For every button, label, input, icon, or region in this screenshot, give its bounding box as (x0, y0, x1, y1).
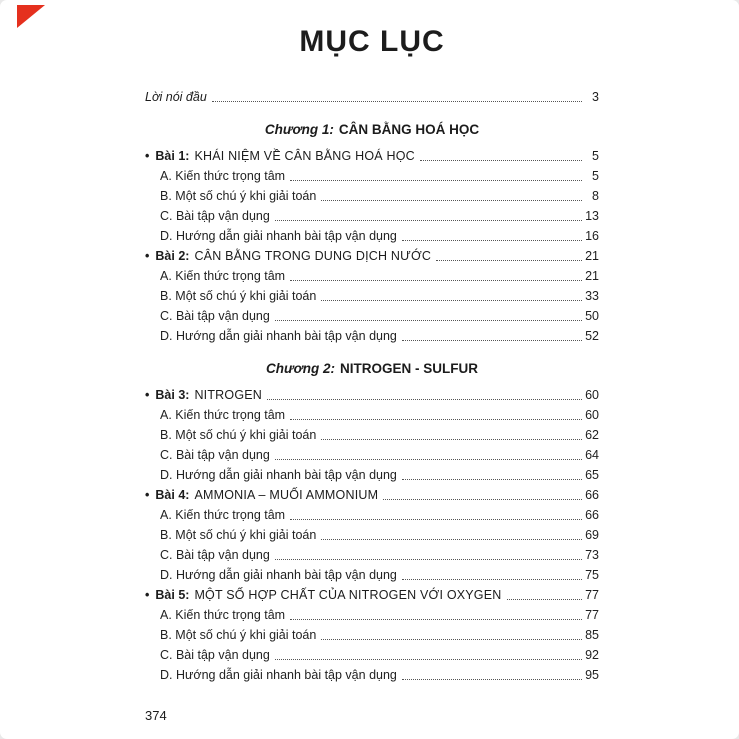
page-ref: 60 (585, 408, 599, 422)
subitem-row (145, 447, 599, 463)
page-ref: 62 (585, 428, 599, 442)
dot-leader (402, 340, 582, 341)
subitem-row (145, 268, 599, 284)
dot-leader (436, 260, 582, 261)
subitem-label: D. Hướng dẫn giải nhanh bài tập vận dụng (160, 568, 397, 582)
preface-label: Lời nói đầu (145, 90, 207, 104)
subitem-row (145, 407, 599, 423)
subitem-label: B. Một số chú ý khi giải toán (160, 289, 317, 303)
page-ref: 5 (592, 149, 599, 163)
subitem-row (145, 228, 599, 244)
footer-page-number: 374 (145, 708, 167, 723)
dot-leader (321, 300, 582, 301)
page-ref: 64 (585, 448, 599, 462)
subitem-row (145, 288, 599, 304)
subitem-label: A. Kiến thức trọng tâm (160, 169, 286, 183)
lesson-row (145, 587, 599, 603)
page-ref: 77 (585, 588, 599, 602)
subitem-row (145, 168, 599, 184)
page-ref: 73 (585, 548, 599, 562)
subitem-row (145, 467, 599, 483)
subitem-label: D. Hướng dẫn giải nhanh bài tập vận dụng (160, 329, 397, 343)
dot-leader (267, 399, 582, 400)
page-ref: 92 (585, 648, 599, 662)
preface-row (145, 89, 599, 105)
page-ref: 50 (585, 309, 599, 323)
subitem-label: B. Một số chú ý khi giải toán (160, 189, 317, 203)
bullet-icon: • (145, 588, 150, 602)
subitem-row (145, 567, 599, 583)
dot-leader (275, 220, 582, 221)
dot-leader (212, 101, 582, 102)
subitem-label: B. Một số chú ý khi giải toán (160, 528, 317, 542)
chapter-heading (145, 360, 599, 377)
dot-leader (402, 579, 582, 580)
bullet-icon: • (145, 388, 150, 402)
dot-leader (321, 639, 582, 640)
dot-leader (420, 160, 582, 161)
dot-leader (290, 180, 582, 181)
subitem-label: B. Một số chú ý khi giải toán (160, 428, 317, 442)
dot-leader (402, 479, 582, 480)
subitem-label: D. Hướng dẫn giải nhanh bài tập vận dụng (160, 668, 397, 682)
lesson-number-label: Bài 3: (155, 388, 190, 402)
subitem-label: A. Kiến thức trọng tâm (160, 508, 286, 522)
page-ref: 8 (592, 189, 599, 203)
subitem-label: A. Kiến thức trọng tâm (160, 408, 286, 422)
page-ref: 52 (585, 329, 599, 343)
dot-leader (290, 419, 582, 420)
subitem-row (145, 328, 599, 344)
page-ref: 3 (592, 90, 599, 104)
subitem-label: C. Bài tập vận dụng (160, 548, 270, 562)
dot-leader (383, 499, 582, 500)
subitem-label: D. Hướng dẫn giải nhanh bài tập vận dụng (160, 229, 397, 243)
dot-leader (290, 519, 582, 520)
dot-leader (402, 679, 582, 680)
page-ref: 66 (585, 508, 599, 522)
lesson-title: CÂN BẰNG TRONG DUNG DỊCH NƯỚC (194, 249, 432, 263)
lesson-row (145, 248, 599, 264)
subitem-label: B. Một số chú ý khi giải toán (160, 628, 317, 642)
subitem-row (145, 507, 599, 523)
lesson-row (145, 148, 599, 164)
red-corner-ribbon-icon (17, 5, 45, 28)
dot-leader (275, 559, 582, 560)
chapter-heading (145, 121, 599, 138)
lesson-number-label: Bài 1: (155, 149, 190, 163)
subitem-label: D. Hướng dẫn giải nhanh bài tập vận dụng (160, 468, 397, 482)
subitem-row (145, 188, 599, 204)
page-ref: 13 (585, 209, 599, 223)
page-ref: 21 (585, 269, 599, 283)
dot-leader (321, 200, 582, 201)
subitem-label: C. Bài tập vận dụng (160, 209, 270, 223)
subitem-label: C. Bài tập vận dụng (160, 648, 270, 662)
subitem-label: A. Kiến thức trọng tâm (160, 608, 286, 622)
page-ref: 95 (585, 668, 599, 682)
chapter-number-label: Chương 2: (266, 361, 335, 376)
page-ref: 16 (585, 229, 599, 243)
lesson-title: MỘT SỐ HỢP CHẤT CỦA NITROGEN VỚI OXYGEN (194, 588, 502, 602)
subitem-label: C. Bài tập vận dụng (160, 309, 270, 323)
page-title: MỤC LỤC (299, 25, 445, 58)
lesson-row (145, 387, 599, 403)
dot-leader (275, 320, 582, 321)
bullet-icon: • (145, 149, 150, 163)
page-ref: 60 (585, 388, 599, 402)
chapter-number-label: Chương 1: (264, 122, 334, 137)
subitem-row (145, 527, 599, 543)
page-ref: 69 (585, 528, 599, 542)
subitem-row (145, 208, 599, 224)
page-ref: 77 (585, 608, 599, 622)
page-ref: 66 (585, 488, 599, 502)
subitem-row (145, 667, 599, 683)
subitem-row (145, 607, 599, 623)
page-ref: 5 (592, 169, 599, 183)
dot-leader (321, 439, 582, 440)
subitem-row (145, 308, 599, 324)
lesson-number-label: Bài 4: (155, 488, 190, 502)
lesson-number-label: Bài 2: (155, 249, 190, 263)
lesson-title: KHÁI NIỆM VỀ CÂN BẰNG HOÁ HỌC (194, 149, 415, 163)
subitem-label: A. Kiến thức trọng tâm (160, 269, 286, 283)
dot-leader (321, 539, 582, 540)
dot-leader (290, 619, 582, 620)
dot-leader (402, 240, 582, 241)
subitem-label: C. Bài tập vận dụng (160, 448, 270, 462)
chapter-name: NITROGEN - SULFUR (339, 361, 478, 376)
page-ref: 21 (585, 249, 599, 263)
bullet-icon: • (145, 249, 150, 263)
page-ref: 33 (585, 289, 599, 303)
lesson-title: AMMONIA – MUỐI AMMONIUM (194, 488, 379, 502)
subitem-row (145, 427, 599, 443)
lesson-row (145, 487, 599, 503)
toc-list (145, 121, 599, 683)
page-ref: 65 (585, 468, 599, 482)
dot-leader (290, 280, 582, 281)
subitem-row (145, 647, 599, 663)
dot-leader (507, 599, 583, 600)
lesson-title: NITROGEN (194, 388, 263, 402)
chapter-name: CÂN BẰNG HOÁ HỌC (338, 122, 480, 137)
page-ref: 75 (585, 568, 599, 582)
subitem-row (145, 547, 599, 563)
subitem-row (145, 627, 599, 643)
bullet-icon: • (145, 488, 150, 502)
lesson-number-label: Bài 5: (155, 588, 190, 602)
dot-leader (275, 659, 582, 660)
dot-leader (275, 459, 582, 460)
page-ref: 85 (585, 628, 599, 642)
